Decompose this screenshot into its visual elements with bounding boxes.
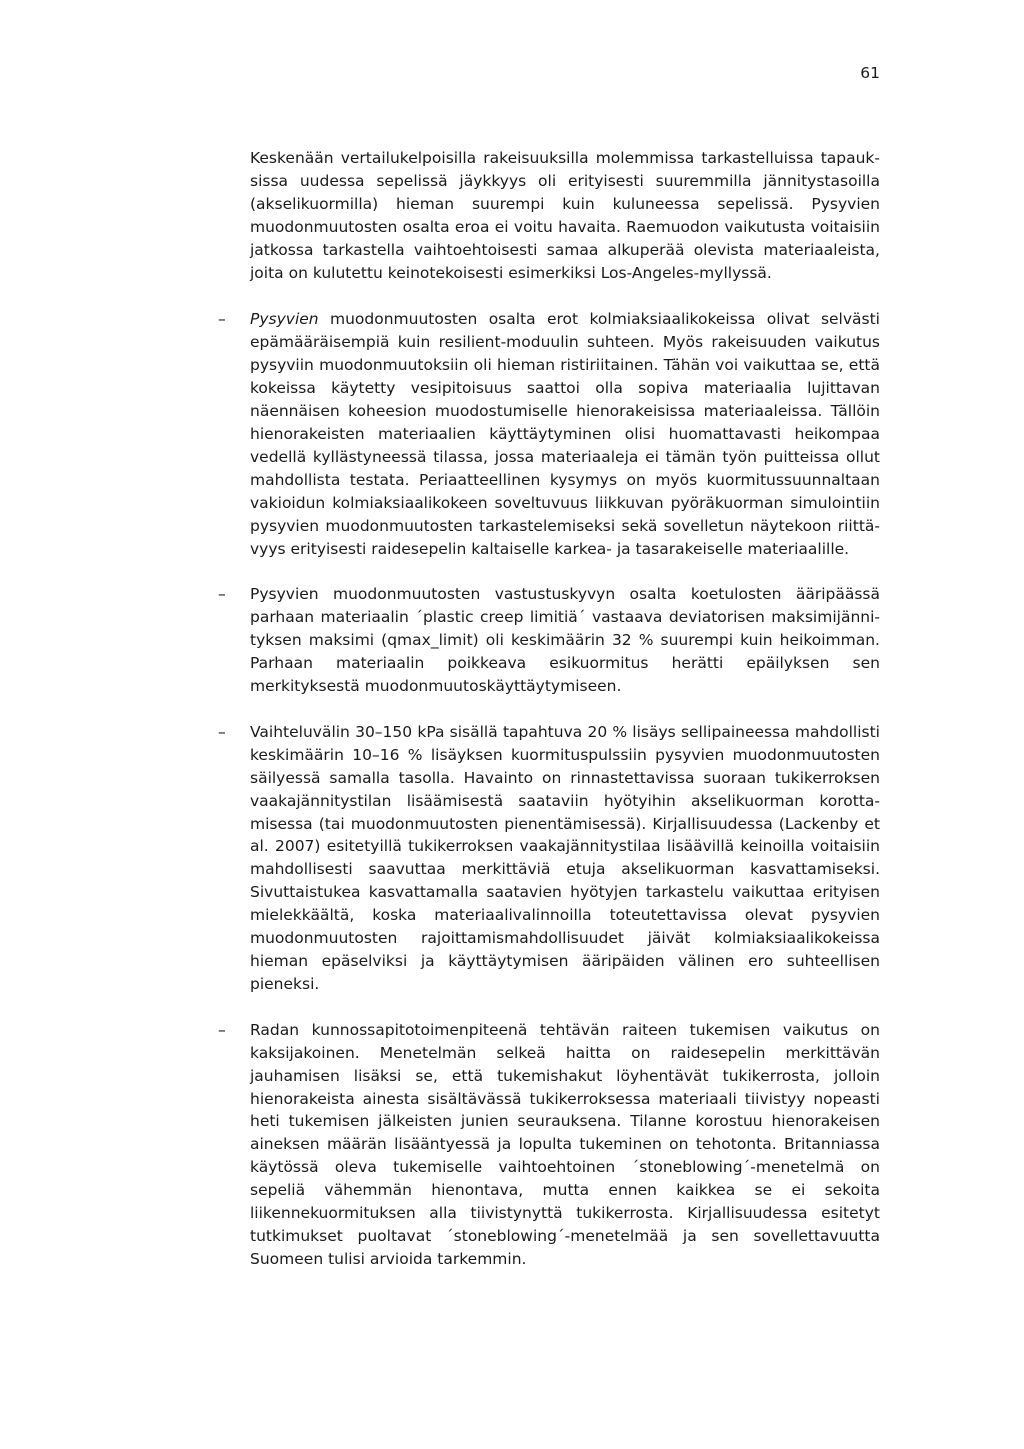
list-item-body: muodonmuutosten osalta erot kolmiaksiaalikokeissa olivat selvästi epämääräisempiä kuin resilient-moduulin suhteen. Myös rakeisuuden vaikutus pysyviin muodonmuutoksiin oli hieman ristiriitainen. Tähän voi vaikuttaa se, että kokeissa käytetty vesipitoisuus saattoi olla sopiva materiaalia lujittavan näennäisen koheesion muodostumiselle hienorakeisissa materiaaleissa. Tällöin hienorakeisten materiaalien käyttäytyminen olisi huomattavasti heikompaa vedellä kyllästyneessä tilassa, jossa materiaaleja ei tämän työn puitteissa ollut mahdollista testata. Periaatteellinen kysymys on myös kuormitussuunnaltaan vakioidun kolmiaksiaalikokeen soveltuvuus liikkuvan pyöräkuorman simulointiin pysyvien muodonmuutosten tarkastelemiseksi sekä sovelletun näytekoon riittävyys erityisesti raidesepelin kaltaiselle karkea- ja tasarakeiselle materiaalille.	[250, 310, 880, 558]
list-item-body: Pysyvien muodonmuutosten vastustuskyvyn osalta koetulosten ääripäässä parhaan materiaalin ´plastic creep limitiä´ vastaava deviatorisen maksimijännityksen maksimi (qmax_limit) oli keskimäärin 32 % suurempi kuin heikoimman. Parhaan materiaalin poikkeava esikuormitus herätti epäilyksen sen merkityksestä muodonmuutoskäyttäytymiseen.	[250, 585, 880, 696]
list-item-text	[250, 308, 880, 560]
emphasis-term: Pysyvien	[250, 310, 319, 329]
page-number: 61	[860, 64, 880, 82]
intro-paragraph: Keskenään vertailukelpoisilla rakeisuuksilla molemmissa tarkastelluissa tapauksissa uudessa sepelissä jäykkyys oli erityisesti suuremmilla jännitystasoilla (akselikuormilla) hieman suurempi kuin kuluneessa sepelissä. Pysyvien muodonmuutosten osalta eroa ei voitu havaita. Raemuodon vaikutusta voitaisiin jatkossa tarkastella vaihtoehtoisesti samaa alkuperää olevista materiaaleista, joita on kulutettu keinotekoisesti esimerkiksi Los-Angeles-myllyssä.	[250, 149, 880, 282]
list-item	[218, 721, 880, 996]
list-item	[218, 583, 880, 698]
list-item-body: Vaihteluvälin 30–150 kPa sisällä tapahtuva 20 % lisäys sellipaineessa mahdollisti keskimäärin 10–16 % lisäyksen kuormituspulssiin pysyvien muodonmuutosten säilyessä samalla tasolla. Havainto on rinnastettavissa suoraan tukikerroksen vaakajännitystilan lisäämisestä saataviin hyötyihin akselikuorman korottamisessa (tai muodonmuutosten pienentämisessä). Kirjallisuudessa (Lackenby et al. 2007) esitetyillä tukikerroksen vaakajännitystilaa lisäävillä keinoilla voitaisiin mahdollisesti saavuttaa merkittäviä etuja akselikuorman kasvattamiseksi. Sivuttaistukea kasvattamalla saatavien hyötyjen tarkastelu vaikuttaa erityisen mielekkäältä, koska materiaalivalinnoilla toteutettavissa olevat pysyvien muodonmuutosten rajoittamismahdollisuudet jäivät kolmiaksiaalikokeissa hieman epäselviksi ja käyttäytymisen ääripäiden välinen ero suhteellisen pieneksi.	[250, 722, 880, 993]
dash-marker: –	[218, 310, 226, 329]
dash-marker: –	[218, 585, 226, 604]
page-content	[218, 147, 880, 1271]
list-item-body: Radan kunnossapitotoimenpiteenä tehtävän raiteen tukemisen vaikutus on kaksijakoinen. Menetelmän selkeä haitta on raidesepelin merkittävän jauhamisen lisäksi se, että tukemishakut löyhentävät tukikerrosta, jolloin hienorakeista ainesta sisältävässä tukikerroksessa materiaali tiivistyy nopeasti heti tukemisen jälkeisten junien seurauksena. Tilanne korostuu hienorakeisen aineksen määrän lisääntyessä ja lopulta tukeminen on tehotonta. Britanniassa käytössä oleva tukemiselle vaihtoehtoinen ´stoneblowing´-menetelmä on sepeliä vähemmän hienontava, mutta ennen kaikkea se ei sekoita liikennekuormituksen alla tiivistynyttä tukikerrosta. Kirjallisuudessa esitetyt tutkimukset puoltavat ´stoneblowing´-menetelmää ja sen sovellettavuutta Suomeen tulisi arvioida tarkemmin.	[250, 1020, 880, 1268]
list-item	[218, 1019, 880, 1271]
dash-marker: –	[218, 722, 226, 741]
findings-list	[218, 308, 880, 1270]
list-item	[218, 308, 880, 560]
dash-marker: –	[218, 1020, 226, 1039]
